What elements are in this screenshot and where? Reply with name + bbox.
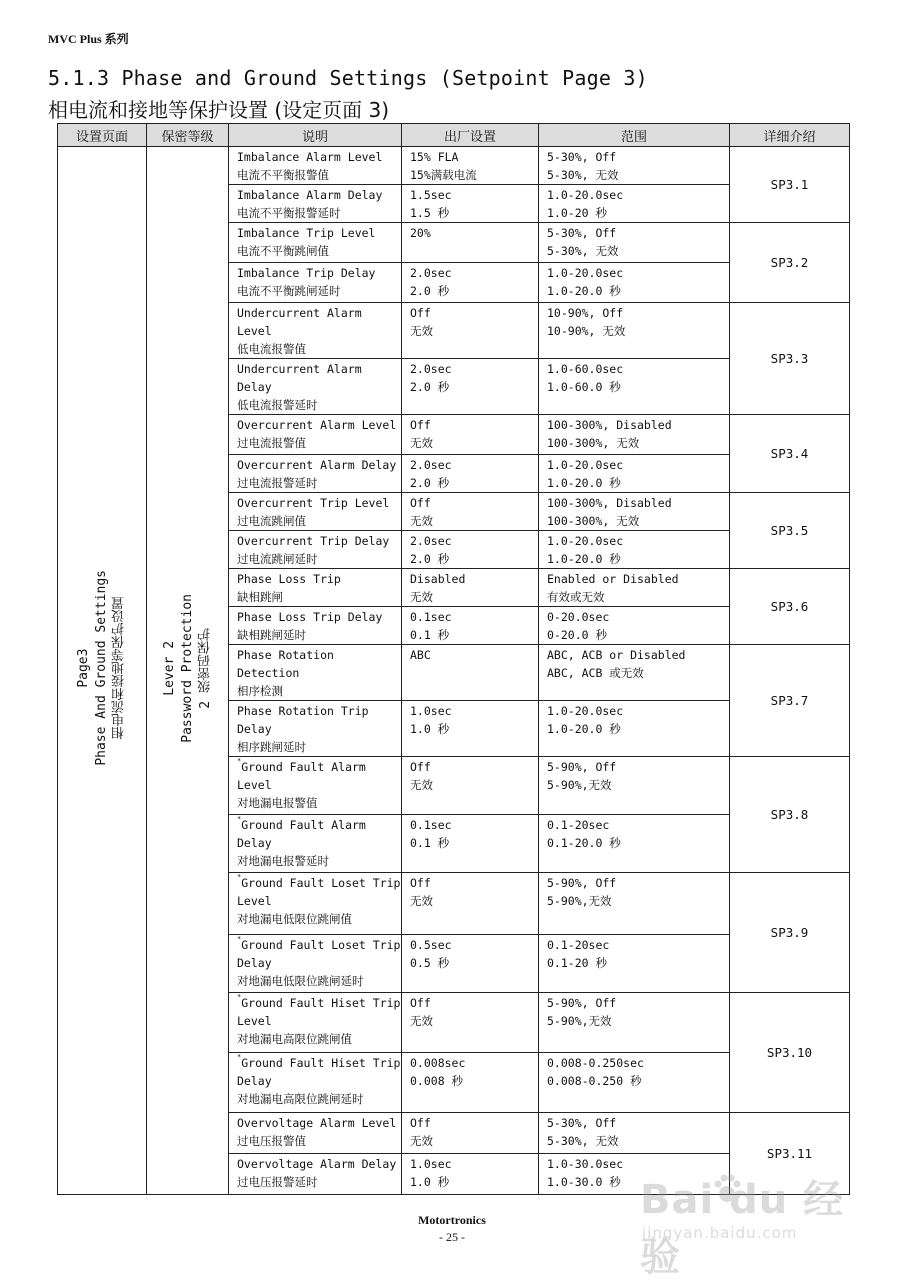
range-cell	[539, 493, 730, 531]
cell-line: 1.0-20.0 秒	[547, 552, 621, 566]
cell-line: 20%	[410, 226, 431, 240]
cell-line: 1.0-30.0sec	[547, 1157, 624, 1171]
cell-line: 电流不平衡报警值	[237, 168, 329, 182]
series-label: MVC Plus 系列	[48, 32, 129, 46]
cell-line: 低电流报警延时	[237, 398, 318, 412]
factory-cell	[402, 757, 539, 815]
cell-line: Imbalance Alarm Delay	[237, 188, 383, 202]
cell-line: 电流不平衡跳闸延时	[237, 284, 341, 298]
cell-line: 有效或无效	[547, 590, 605, 604]
range-cell	[539, 185, 730, 223]
page-cell-line: 相电流和接地等保护设置	[112, 596, 127, 740]
range-cell	[539, 1113, 730, 1154]
cell-line: 1.0-20.0 秒	[547, 284, 621, 298]
detail-ref-cell: SP3.1	[730, 147, 850, 223]
cell-line: 5-90%,无效	[547, 894, 612, 908]
cell-text: Ground Fault Alarm	[241, 818, 366, 832]
cell-line: 无效	[410, 1014, 433, 1028]
cell-line: Phase Rotation Trip	[237, 704, 369, 718]
footnote-marker: *	[237, 757, 242, 765]
table-row	[58, 147, 850, 185]
cell-line: Detection	[237, 666, 300, 680]
cell-line: 1.0-30.0 秒	[547, 1175, 621, 1189]
cell-line: 2.0sec	[410, 266, 452, 280]
cell-line: Delay	[237, 1074, 272, 1088]
cell-line: 相序跳闸延时	[237, 740, 306, 754]
page-cell-line: Page3	[76, 648, 91, 688]
cell-line: Disabled	[410, 572, 466, 586]
factory-cell	[402, 935, 539, 993]
cell-line: 2.0sec	[410, 458, 452, 472]
factory-cell	[402, 815, 539, 873]
cell-line: 5-90%, Off	[547, 760, 617, 774]
description-cell	[229, 569, 402, 607]
section-title-en: 5.1.3 Phase and Ground Settings (Setpoint Page 3)	[48, 66, 648, 90]
cell-line: 5-30%, 无效	[547, 1134, 619, 1148]
cell-line: 无效	[410, 436, 433, 450]
cell-line: Overcurrent Alarm Delay	[237, 458, 397, 472]
cell-line: Off	[410, 1116, 431, 1130]
cell-line: 过电流报警值	[237, 436, 306, 450]
description-cell	[229, 185, 402, 223]
cell-line	[237, 874, 401, 892]
cell-line: 相序检测	[237, 684, 283, 698]
cell-line: 0.5 秒	[410, 956, 450, 970]
factory-cell	[402, 569, 539, 607]
cell-line: Level	[237, 324, 272, 338]
range-cell	[539, 531, 730, 569]
paw-icon	[710, 1172, 744, 1206]
description-cell	[229, 455, 402, 493]
footnote-marker: *	[237, 873, 242, 881]
range-cell	[539, 455, 730, 493]
cell-line: 1.0-20.0sec	[547, 188, 624, 202]
factory-cell	[402, 263, 539, 303]
cell-line: 无效	[410, 590, 433, 604]
cell-line: 1.0-20.0sec	[547, 704, 624, 718]
cell-line: 2.0sec	[410, 534, 452, 548]
range-cell	[539, 147, 730, 185]
cell-line: 无效	[410, 324, 433, 338]
cell-line: 2.0sec	[410, 362, 452, 376]
description-cell	[229, 263, 402, 303]
cell-line: 0.1 秒	[410, 836, 450, 850]
setpoint-table	[57, 123, 850, 1195]
security-cell-text	[161, 594, 215, 743]
cell-text: Ground Fault Hiset Trip	[241, 996, 401, 1010]
description-cell	[229, 303, 402, 359]
page-cell-text	[75, 570, 129, 766]
cell-line: 100-300%, Disabled	[547, 496, 672, 510]
cell-line: 低电流报警值	[237, 342, 306, 356]
cell-line: Delay	[237, 956, 272, 970]
watermark-url: jingyan.baidu.com	[642, 1224, 798, 1242]
cell-line	[237, 758, 401, 776]
cell-line: Overcurrent Trip Level	[237, 496, 390, 510]
cell-line: Imbalance Trip Delay	[237, 266, 376, 280]
cell-line: 5-30%, Off	[547, 1116, 617, 1130]
cell-line: 0.008-0.250 秒	[547, 1074, 642, 1088]
range-cell	[539, 303, 730, 359]
description-cell	[229, 935, 402, 993]
security-cell-line: Password Protection	[179, 593, 195, 743]
range-cell	[539, 645, 730, 701]
description-cell	[229, 1154, 402, 1195]
factory-cell	[402, 223, 539, 263]
cell-line: Undercurrent Alarm	[237, 306, 362, 320]
cell-line: Delay	[237, 722, 272, 736]
cell-line: Off	[410, 876, 431, 890]
cell-line: 2.0 秒	[410, 476, 450, 490]
cell-line: Level	[237, 778, 272, 792]
cell-line	[237, 1054, 401, 1072]
factory-cell	[402, 493, 539, 531]
cell-line: Phase Rotation	[237, 648, 334, 662]
cell-line: 对地漏电高限位跳闸值	[237, 1032, 352, 1046]
detail-ref-cell: SP3.10	[730, 993, 850, 1113]
range-cell	[539, 359, 730, 415]
security-cell-line: Lever 2	[161, 640, 177, 696]
footnote-marker: *	[237, 1053, 242, 1061]
description-cell	[229, 993, 402, 1053]
description-cell	[229, 147, 402, 185]
detail-ref-cell: SP3.7	[730, 645, 850, 757]
description-cell	[229, 1113, 402, 1154]
cell-line: 无效	[410, 778, 433, 792]
watermark	[640, 1168, 860, 1280]
col-header-range: 范围	[539, 124, 730, 147]
cell-line: 对地漏电高限位跳闸延时	[237, 1092, 364, 1106]
cell-line: 过电压报警延时	[237, 1175, 318, 1189]
description-cell	[229, 607, 402, 645]
description-cell	[229, 873, 402, 935]
range-cell	[539, 607, 730, 645]
detail-ref-cell: SP3.11	[730, 1113, 850, 1195]
cell-line: 0.1 秒	[410, 628, 450, 642]
range-cell	[539, 993, 730, 1053]
factory-cell	[402, 415, 539, 455]
footer-page-number: - 25 -	[439, 1230, 465, 1244]
factory-cell	[402, 1053, 539, 1113]
cell-line: Level	[237, 1014, 272, 1028]
factory-cell	[402, 873, 539, 935]
cell-line: 2.0 秒	[410, 284, 450, 298]
description-cell	[229, 645, 402, 701]
cell-line: 无效	[410, 514, 433, 528]
description-cell	[229, 493, 402, 531]
cell-line: 2.0 秒	[410, 552, 450, 566]
factory-cell	[402, 701, 539, 757]
cell-line: 0.008 秒	[410, 1074, 464, 1088]
cell-line: 对地漏电报警延时	[237, 854, 329, 868]
cell-line: 1.0 秒	[410, 1175, 450, 1189]
factory-cell	[402, 645, 539, 701]
cell-line: 1.0sec	[410, 1157, 452, 1171]
table-header-row	[58, 124, 850, 147]
cell-line: Delay	[237, 836, 272, 850]
cell-line: 100-300%, Disabled	[547, 418, 672, 432]
cell-line: 0.1sec	[410, 818, 452, 832]
detail-ref-cell: SP3.9	[730, 873, 850, 993]
cell-line: 100-300%, 无效	[547, 436, 640, 450]
cell-line	[237, 816, 401, 834]
factory-cell	[402, 1113, 539, 1154]
cell-line: 15% FLA	[410, 150, 459, 164]
cell-line: ABC	[410, 648, 431, 662]
range-cell	[539, 935, 730, 993]
range-cell	[539, 569, 730, 607]
factory-cell	[402, 531, 539, 569]
description-cell	[229, 1053, 402, 1113]
cell-line: Off	[410, 996, 431, 1010]
cell-line: 0.1-20sec	[547, 938, 610, 952]
col-header-detail: 详细介绍	[730, 124, 850, 147]
cell-line: 1.0-20.0sec	[547, 534, 624, 548]
cell-text: Ground Fault Alarm	[241, 760, 366, 774]
security-cell-line: 2 级密码保护	[197, 627, 213, 709]
range-cell	[539, 223, 730, 263]
watermark-logo: Bai du 经验	[640, 1177, 845, 1280]
factory-cell	[402, 303, 539, 359]
cell-line: 对地漏电低限位跳闸值	[237, 912, 352, 926]
factory-cell	[402, 993, 539, 1053]
cell-line: 对地漏电低限位跳闸延时	[237, 974, 364, 988]
cell-line: 5-30%, Off	[547, 150, 617, 164]
cell-line: 10-90%, Off	[547, 306, 624, 320]
range-cell	[539, 1053, 730, 1113]
cell-line: Off	[410, 760, 431, 774]
page-cell-line: Phase And Ground Settings	[94, 570, 109, 766]
cell-line: 对地漏电报警值	[237, 796, 318, 810]
cell-line	[237, 936, 401, 954]
cell-line: 0.008sec	[410, 1056, 466, 1070]
description-cell	[229, 223, 402, 263]
cell-line: 0.5sec	[410, 938, 452, 952]
factory-cell	[402, 607, 539, 645]
cell-line: 1.0-60.0 秒	[547, 380, 621, 394]
cell-line: Imbalance Alarm Level	[237, 150, 383, 164]
cell-line: 过电流报警延时	[237, 476, 318, 490]
cell-line: 过电压报警值	[237, 1134, 306, 1148]
range-cell	[539, 873, 730, 935]
detail-ref-cell: SP3.8	[730, 757, 850, 873]
range-cell	[539, 701, 730, 757]
cell-line: Undercurrent Alarm	[237, 362, 362, 376]
col-header-factory: 出厂设置	[402, 124, 539, 147]
cell-line: Phase Loss Trip	[237, 572, 341, 586]
cell-line: 1.0-60.0sec	[547, 362, 624, 376]
cell-line: 过电流跳闸值	[237, 514, 306, 528]
cell-line: 5-30%, 无效	[547, 244, 619, 258]
cell-line: ABC, ACB or Disabled	[547, 648, 686, 662]
footer-brand: Motortronics	[418, 1213, 486, 1227]
cell-line: 5-30%, Off	[547, 226, 617, 240]
cell-line: 1.0-20.0 秒	[547, 476, 621, 490]
cell-line: 0.1-20.0 秒	[547, 836, 621, 850]
cell-line: Overvoltage Alarm Level	[237, 1116, 397, 1130]
col-header-page: 设置页面	[58, 124, 147, 147]
cell-line: 0.008-0.250sec	[547, 1056, 644, 1070]
cell-line: 1.5sec	[410, 188, 452, 202]
security-cell	[147, 147, 229, 1195]
cell-line: Off	[410, 496, 431, 510]
factory-cell	[402, 455, 539, 493]
cell-line: 5-90%, Off	[547, 876, 617, 890]
range-cell	[539, 263, 730, 303]
cell-text: Ground Fault Loset Trip	[241, 938, 401, 952]
cell-line: 1.0-20 秒	[547, 206, 607, 220]
cell-line: Overvoltage Alarm Delay	[237, 1157, 397, 1171]
cell-line: Delay	[237, 380, 272, 394]
cell-line: 0-20.0 秒	[547, 628, 607, 642]
cell-line: Imbalance Trip Level	[237, 226, 376, 240]
cell-line: 0.1-20sec	[547, 818, 610, 832]
description-cell	[229, 757, 402, 815]
detail-ref-cell: SP3.5	[730, 493, 850, 569]
cell-line: 1.0-20.0sec	[547, 266, 624, 280]
cell-line: 5-30%, 无效	[547, 168, 619, 182]
range-cell	[539, 815, 730, 873]
cell-line: 100-300%, 无效	[547, 514, 640, 528]
description-cell	[229, 815, 402, 873]
cell-line	[237, 994, 401, 1012]
footnote-marker: *	[237, 935, 242, 943]
cell-line: 电流不平衡报警延时	[237, 206, 341, 220]
detail-ref-cell: SP3.4	[730, 415, 850, 493]
cell-line: 1.5 秒	[410, 206, 450, 220]
factory-cell	[402, 185, 539, 223]
cell-line: 1.0-20.0sec	[547, 458, 624, 472]
cell-line: 5-90%,无效	[547, 1014, 612, 1028]
description-cell	[229, 359, 402, 415]
range-cell	[539, 757, 730, 815]
section-title-cn: 相电流和接地等保护设置 (设定页面 3)	[48, 98, 390, 122]
cell-line: Enabled or Disabled	[547, 572, 679, 586]
col-header-description: 说明	[229, 124, 402, 147]
description-cell	[229, 701, 402, 757]
cell-line: 缺相跳闸	[237, 590, 283, 604]
cell-line: 15%满载电流	[410, 168, 477, 182]
description-cell	[229, 415, 402, 455]
cell-line: 1.0sec	[410, 704, 452, 718]
detail-ref-cell: SP3.2	[730, 223, 850, 303]
cell-line: 0.1sec	[410, 610, 452, 624]
cell-line: 过电流跳闸延时	[237, 552, 318, 566]
cell-line: 缺相跳闸延时	[237, 628, 306, 642]
page-cell	[58, 147, 147, 1195]
cell-line: Overcurrent Trip Delay	[237, 534, 390, 548]
cell-line: 无效	[410, 1134, 433, 1148]
cell-line: Off	[410, 418, 431, 432]
cell-line: 10-90%, 无效	[547, 324, 626, 338]
factory-cell	[402, 359, 539, 415]
detail-ref-cell: SP3.3	[730, 303, 850, 415]
cell-line: 0.1-20 秒	[547, 956, 607, 970]
cell-line: Phase Loss Trip Delay	[237, 610, 383, 624]
cell-line: 2.0 秒	[410, 380, 450, 394]
detail-ref-cell: SP3.6	[730, 569, 850, 645]
cell-text: Ground Fault Loset Trip	[241, 876, 401, 890]
cell-text: Ground Fault Hiset Trip	[241, 1056, 401, 1070]
cell-line: 0-20.0sec	[547, 610, 610, 624]
cell-line: 1.0 秒	[410, 722, 450, 736]
range-cell	[539, 415, 730, 455]
cell-line: Overcurrent Alarm Level	[237, 418, 397, 432]
factory-cell	[402, 147, 539, 185]
footnote-marker: *	[237, 815, 242, 823]
cell-line: Off	[410, 306, 431, 320]
footnote-marker: *	[237, 993, 242, 1001]
cell-line: 无效	[410, 894, 433, 908]
cell-line: 电流不平衡跳闸值	[237, 244, 329, 258]
cell-line: 1.0-20.0 秒	[547, 722, 621, 736]
cell-line: 5-90%, Off	[547, 996, 617, 1010]
description-cell	[229, 531, 402, 569]
factory-cell	[402, 1154, 539, 1195]
cell-line: ABC, ACB 或无效	[547, 666, 644, 680]
col-header-security: 保密等级	[147, 124, 229, 147]
cell-line: Level	[237, 894, 272, 908]
cell-line: 5-90%,无效	[547, 778, 612, 792]
